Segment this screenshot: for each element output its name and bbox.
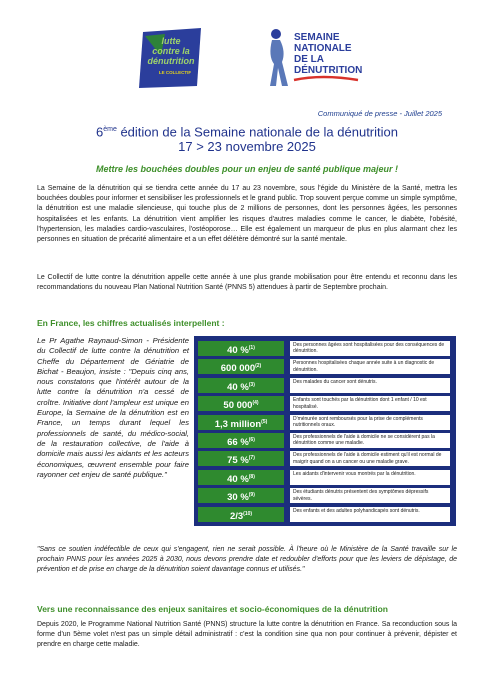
page-title — [0, 122, 494, 154]
title-dates: 17 > 23 novembre 2025 — [178, 139, 316, 155]
stat-value-text: 50 000 — [223, 400, 253, 412]
stat-value — [198, 451, 284, 466]
stat-footnote: (3) — [248, 381, 255, 388]
semaine-logo-line2: NATIONALE — [294, 43, 352, 54]
stat-footnote: (10) — [243, 510, 253, 517]
stat-value — [198, 378, 284, 393]
collectif-logo-tag: LE COLLECTIF — [158, 70, 192, 75]
stat-row — [194, 358, 456, 375]
collectif-logo — [135, 26, 207, 90]
stat-row — [194, 487, 456, 504]
semaine-logo — [262, 24, 382, 98]
stat-row — [194, 377, 456, 394]
semaine-logo-line1: SEMAINE — [294, 32, 340, 43]
intro-paragraph: La Semaine de la dénutrition qui se tiendra cette année du 17 au 23 novembre, sous l'égide du Ministère de la Santé, mettra les bouchées doubles pour informer et sensibiliser les professionnels et le grand public. Trop souvent perçue comme un simple symptôme, la dénutrition est une maladie silencieuse, qui touche plus de 2 millions de personnes, dont les personnes âgées, les personnes hospitalisées et les enfants. La dénutrition vient amplifier les risques d'autres maladies comme le cancer, le diabète, l'obésité, l'hypertension, les maladies cardio-vasculaires, l'ostéoporose… Elle est également un marqueur de plus en plus alarmant chez les personnes en situation de précarité alimentaire et a un effet délétère démontré sur la santé mentale. — [37, 185, 457, 244]
stat-value-text: 75 % — [227, 455, 249, 467]
stat-value-text: 40 % — [227, 473, 249, 485]
stat-value — [198, 415, 284, 430]
title-edition — [0, 122, 494, 139]
section-heading-recognition: Vers une reconnaissance des enjeux sanitaires et socio-économiques de la dénutrition — [37, 604, 388, 614]
press-release-date: Communiqué de presse - Juillet 2025 — [317, 109, 442, 118]
stat-row — [194, 395, 456, 412]
stat-value — [198, 396, 284, 411]
stat-value-text: 600 000 — [220, 363, 256, 375]
stat-footnote: (5) — [261, 418, 268, 425]
president-quote: Le Pr Agathe Raynaud-Simon - Présidente du Collectif de lutte contre la dénutrition et Cheffe du Département de Gériatrie de Bichat - Beaujon, insiste : "Depuis cinq ans, nous constatons que l'intérêt autour de la lutte contre la dénutrition n'a cessé de croître. Initiative dont l'ampleur est unique en Europe, la Semaine de la dénutrition est en France, un temps durant lequel les professionnels de santé, du médico-social, de la restauration collective, de l'aide à domicile mais aussi les aidants et les acteurs économiques, œuvrent ensemble pour faire rayonner cet enjeu de santé publique." — [37, 336, 189, 479]
title-ordinal-suffix: ème — [103, 126, 117, 133]
logos-area — [0, 20, 494, 100]
stat-value — [198, 341, 284, 356]
stat-description: Des professionnels de l'aide à domicile ne se considèrent pas la dénutrition comme une maladie. — [290, 433, 450, 448]
stat-footnote: (2) — [255, 363, 262, 370]
collectif-logo-line1: lutte — [161, 36, 181, 46]
stat-value-text: 66 % — [227, 437, 249, 449]
stat-row — [194, 450, 456, 467]
stat-value — [198, 359, 284, 374]
stat-footnote: (9) — [248, 492, 255, 499]
stat-row — [194, 414, 456, 431]
stat-description: Enfants sont touchés par la dénutrition dont 1 enfant / 10 est hospitalisé. — [290, 396, 450, 411]
collectif-paragraph: Le Collectif de lutte contre la dénutrition appelle cette année à une plus grande mobilisation pour être entendu et reconnu dans les recommandations du nouveau Plan National Nutrition Santé (PNNS 5) attendues à partir de Septembre prochain. — [37, 274, 457, 292]
stat-footnote: (1) — [248, 345, 255, 351]
collectif-logo-line3: dénutrition — [147, 56, 195, 66]
stat-description: Des personnes âgées sont hospitalisées pour des conséquences de dénutrition. — [290, 341, 450, 356]
pnns-paragraph: Depuis 2020, le Programme National Nutrition Santé (PNNS) structure la lutte contre la dénutrition en France. Sa reconduction sous la forme d'un 5ème volet n'est pas un simple détail administratif : c'est la condition sine qua non pour continuer à prévenir, dépister et prendre en charge cette maladie. — [37, 621, 457, 649]
stat-value-text: 40 % — [227, 381, 249, 393]
semaine-logo-line4: DÉNUTRITION — [294, 65, 363, 76]
stats-panel — [194, 336, 456, 526]
stat-description: Des malades du cancer sont dénutris. — [290, 378, 450, 393]
title-rest: édition de la Semaine nationale de la dénutrition — [116, 124, 398, 140]
collectif-logo-line2: contre la — [152, 46, 190, 56]
tagline: Mettre les bouchées doubles pour un enjeu de santé publique majeur ! — [95, 164, 399, 174]
stat-row — [194, 340, 456, 357]
stat-description: Des étudiants dénutris présentent des symptômes dépressifs sévères. — [290, 488, 450, 503]
stat-value-text: 1,3 million — [214, 418, 262, 430]
stat-value — [198, 507, 284, 522]
stat-row — [194, 506, 456, 523]
stat-footnote: (6) — [248, 437, 255, 443]
stat-description: D'ménurée sont remboursés pour la prise de compléments nutritionnels oraux. — [290, 415, 450, 430]
stat-value-text: 30 % — [227, 492, 249, 504]
stat-description: Personnes hospitalisées chaque année suite à un diagnostic de dénutrition. — [290, 359, 450, 374]
title-ordinal: 6 — [95, 124, 104, 140]
stat-footnote: (8) — [248, 473, 255, 480]
semaine-logo-line3: DE LA — [294, 54, 324, 65]
stat-footnote: (7) — [248, 455, 255, 462]
stat-value-text: 40 % — [227, 345, 249, 357]
stat-value — [198, 433, 284, 448]
section-heading-figures: En France, les chiffres actualisés interpellent : — [37, 318, 225, 328]
stat-description: Des enfants et des adultes polyhandicapés sont dénutris. — [290, 507, 450, 522]
stat-description: Des professionnels de l'aide à domicile estiment qu'il est normal de maigrir quand on a un cancer ou une maladie grave. — [290, 451, 450, 466]
stat-value — [198, 470, 284, 485]
quote-continuation: "Sans ce soutien indéfectible de ceux qui s'engagent, rien ne serait possible. À l'heure où le Ministère de la Santé travaille sur le prochain PNNS pour les années 2025 à 2030, nous devons prendre date et redoubler d'efforts pour que les leviers de dépistage, de prévention et de prise en charge de la dénutrition soient davantage connus et utilisés." — [37, 546, 457, 574]
stat-value — [198, 488, 284, 503]
stat-row — [194, 469, 456, 486]
stat-description: Les aidants d'intervenir vous montrés par la dénutrition. — [290, 470, 450, 485]
stat-value-text: 2/3 — [229, 510, 244, 522]
stat-footnote: (4) — [252, 400, 259, 407]
stat-row — [194, 432, 456, 449]
